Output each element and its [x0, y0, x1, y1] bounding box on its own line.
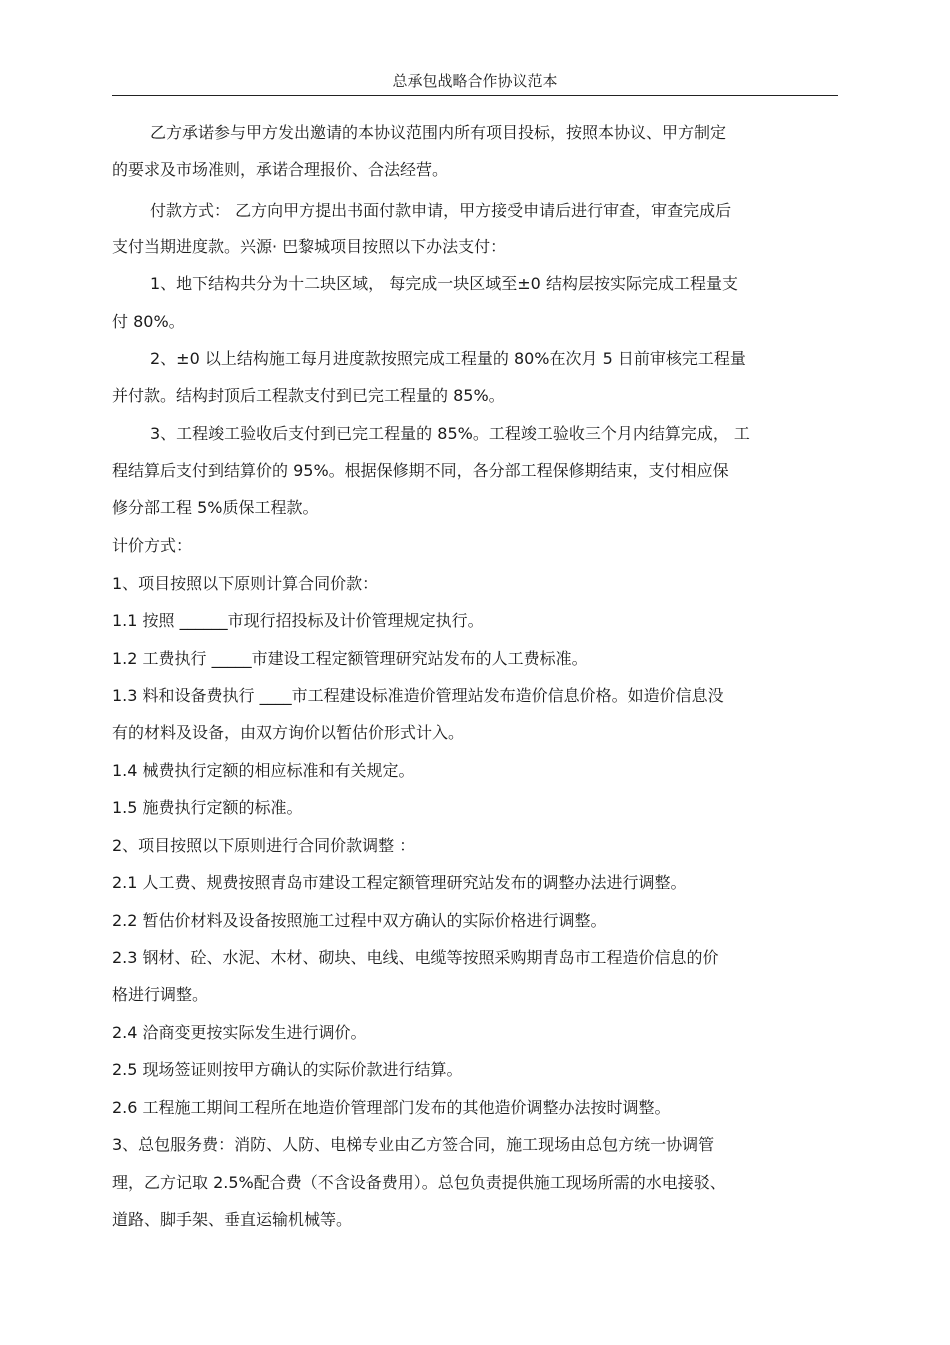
paragraph-line: 的要求及市场准则，承诺合理报价、合法经营。: [112, 160, 449, 179]
paragraph-line: 1、地下结构共分为十二块区域， 每完成一块区域至±0 结构层按实际完成工程量支: [150, 274, 738, 293]
paragraph-line: 1.2 工费执行 _____市建设工程定额管理研究站发布的人工费标准。: [112, 649, 588, 668]
paragraph-line: 有的材料及设备，由双方询价以暂估价形式计入。: [112, 723, 465, 742]
paragraph-line: 1.3 料和设备费执行 ____市工程建设标准造价管理站发布造价信息价格。如造价信息没: [112, 686, 724, 705]
paragraph-line: 2.2 暂估价材料及设备按照施工过程中双方确认的实际价格进行调整。: [112, 911, 607, 930]
paragraph-line: 2、项目按照以下原则进行合同价款调整 ：: [112, 836, 416, 855]
paragraph-line: 2.5 现场签证则按甲方确认的实际价款进行结算。: [112, 1060, 463, 1079]
paragraph-line: 2.1 人工费、规费按照青岛市建设工程定额管理研究站发布的调整办法进行调整。: [112, 873, 687, 892]
paragraph-line: 1.5 施费执行定额的标准。: [112, 798, 303, 817]
paragraph-line: 3、总包服务费：消防、人防、电梯专业由乙方签合同，施工现场由总包方统一协调管: [112, 1135, 715, 1154]
paragraph-line: 2、±0 以上结构施工每月进度款按照完成工程量的 80%在次月 5 日前审核完工程量: [150, 349, 746, 368]
paragraph-line: 乙方承诺参与甲方发出邀请的本协议范围内所有项目投标，按照本协议、甲方制定: [150, 123, 727, 142]
paragraph-line: 1.1 按照 ______市现行招投标及计价管理规定执行。: [112, 611, 484, 630]
header-divider: [112, 95, 838, 96]
section-heading: 计价方式：: [112, 536, 193, 555]
paragraph-line: 程结算后支付到结算价的 95%。根据保修期不同，各分部工程保修期结束，支付相应保: [112, 461, 729, 480]
paragraph-line: 2.6 工程施工期间工程所在地造价管理部门发布的其他造价调整办法按时调整。: [112, 1098, 671, 1117]
paragraph-line: 1、项目按照以下原则计算合同价款：: [112, 574, 379, 593]
paragraph-line: 1.4 械费执行定额的相应标准和有关规定。: [112, 761, 415, 780]
paragraph-line: 道路、脚手架、垂直运输机械等。: [112, 1210, 353, 1229]
paragraph-line: 3、工程竣工验收后支付到已完工程量的 85%。工程竣工验收三个月内结算完成， 工: [150, 424, 750, 443]
paragraph-line: 修分部工程 5%质保工程款。: [112, 498, 319, 517]
paragraph-line: 付款方式： 乙方向甲方提出书面付款申请，甲方接受申请后进行审查，审查完成后: [150, 201, 732, 220]
paragraph-line: 2.3 钢材、砼、水泥、木材、砌块、电线、电缆等按照采购期青岛市工程造价信息的价: [112, 948, 719, 967]
paragraph-line: 并付款。结构封顶后工程款支付到已完工程量的 85%。: [112, 386, 505, 405]
paragraph-line: 支付当期进度款。兴源· 巴黎城项目按照以下办法支付：: [112, 237, 507, 256]
paragraph-line: 理，乙方记取 2.5%配合费（不含设备费用）。总包负责提供施工现场所需的水电接驳、: [112, 1173, 726, 1192]
paragraph-line: 格进行调整。: [112, 985, 209, 1004]
paragraph-line: 2.4 洽商变更按实际发生进行调价。: [112, 1023, 367, 1042]
paragraph-line: 付 80%。: [112, 312, 185, 331]
page-header-title: 总承包战略合作协议范本: [392, 72, 558, 90]
